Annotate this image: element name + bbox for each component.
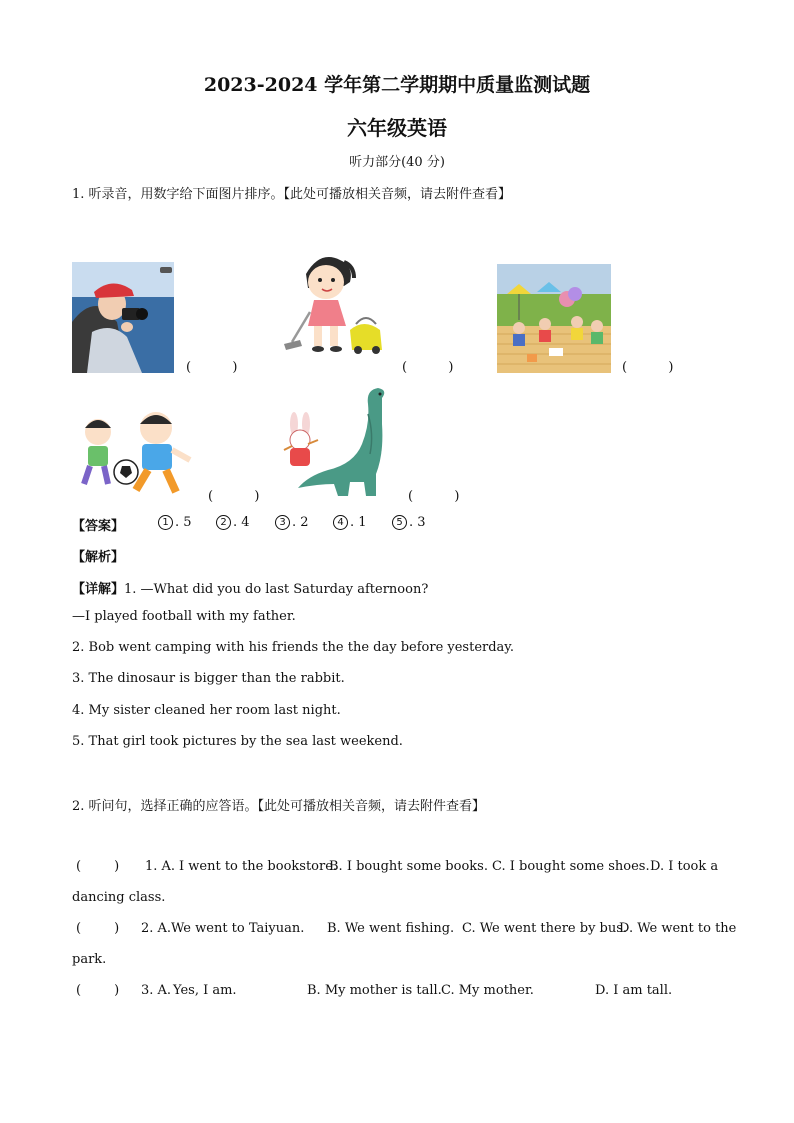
q2-option-b: B. We went fishing. [327, 921, 455, 936]
detail-line: 2. Bob went camping with his friends the the day before yesterday. [72, 640, 515, 655]
q2-option-d: D. I am tall. [595, 983, 673, 998]
blank-2[interactable]: ( ) [402, 360, 454, 375]
q2-option-b: B. My mother is tall. [307, 983, 442, 998]
answer-item [158, 515, 192, 530]
q2-blank-2[interactable]: ( ) [76, 921, 120, 936]
q2-item-number: 3. A. [141, 983, 172, 998]
q2-option-b: B. I bought some books. [329, 859, 488, 874]
exam-subtitle: 六年级英语 [347, 116, 447, 140]
q2-option-c: C. My mother. [441, 983, 534, 998]
vacuum-girl-image [284, 252, 390, 356]
q2-option-d: D. We went to the [619, 921, 737, 936]
blank-5[interactable]: ( ) [408, 489, 460, 504]
answer-number: 3 [275, 515, 290, 530]
analysis-label: 【解析】 [72, 550, 125, 565]
q2-prompt: 2. 听问句，选择正确的应答语。【此处可播放相关音频，请去附件查看】 [72, 799, 486, 814]
answer-number: 4 [333, 515, 348, 530]
blank-1[interactable]: ( ) [186, 360, 238, 375]
q2-blank-1[interactable]: ( ) [76, 859, 120, 874]
answer-value: . 1 [350, 515, 367, 530]
q1-prompt: 1. 听录音，用数字给下面图片排序。【此处可播放相关音频，请去附件查看】 [72, 187, 512, 202]
answer-value: . 4 [233, 515, 250, 530]
answer-label: 【答案】 [72, 519, 125, 534]
answer-item [392, 515, 426, 530]
detail-text: 1. —What did you do last Saturday afternoon? [124, 582, 429, 597]
answer-value: . 2 [292, 515, 309, 530]
answer-number: 5 [392, 515, 407, 530]
answer-number: 1 [158, 515, 173, 530]
detail-label: 【详解】 [72, 582, 125, 597]
q2-option-a: We went to Taiyuan. [171, 921, 305, 936]
q2-option-c: C. I bought some shoes. [492, 859, 650, 874]
q2-option-a: I went to the bookstore. [179, 859, 338, 874]
q2-item-number: 2. A. [141, 921, 172, 936]
answer-item [216, 515, 250, 530]
football-boys-image [76, 406, 198, 502]
detail-line [72, 578, 428, 597]
answer-value: . 3 [409, 515, 426, 530]
q2-option-d: D. I took a [650, 859, 719, 874]
exam-title: 2023-2024 学年第二学期期中质量监测试题 [203, 74, 591, 96]
blank-3[interactable]: ( ) [622, 360, 674, 375]
detail-line: 4. My sister cleaned her room last night. [72, 703, 341, 718]
detail-line: 5. That girl took pictures by the sea last weekend. [72, 734, 403, 749]
answer-value: . 5 [175, 515, 192, 530]
q2-option-a: Yes, I am. [173, 983, 237, 998]
q2-blank-3[interactable]: ( ) [76, 983, 120, 998]
q2-item-number: 1. A. [145, 859, 176, 874]
answer-item [333, 515, 367, 530]
q2-option-c: C. We went there by bus. [462, 921, 628, 936]
blank-4[interactable]: ( ) [208, 489, 260, 504]
q2-option-d-continued: park. [72, 952, 107, 967]
picnic-image [497, 264, 611, 373]
section-heading: 听力部分(40 分) [349, 155, 445, 170]
q2-option-d-continued: dancing class. [72, 890, 166, 905]
answer-item [275, 515, 309, 530]
detail-line: —I played football with my father. [72, 609, 296, 624]
answer-number: 2 [216, 515, 231, 530]
photographer-image [72, 262, 174, 373]
detail-line: 3. The dinosaur is bigger than the rabbit. [72, 671, 345, 686]
rabbit-dinosaur-image [278, 384, 396, 500]
